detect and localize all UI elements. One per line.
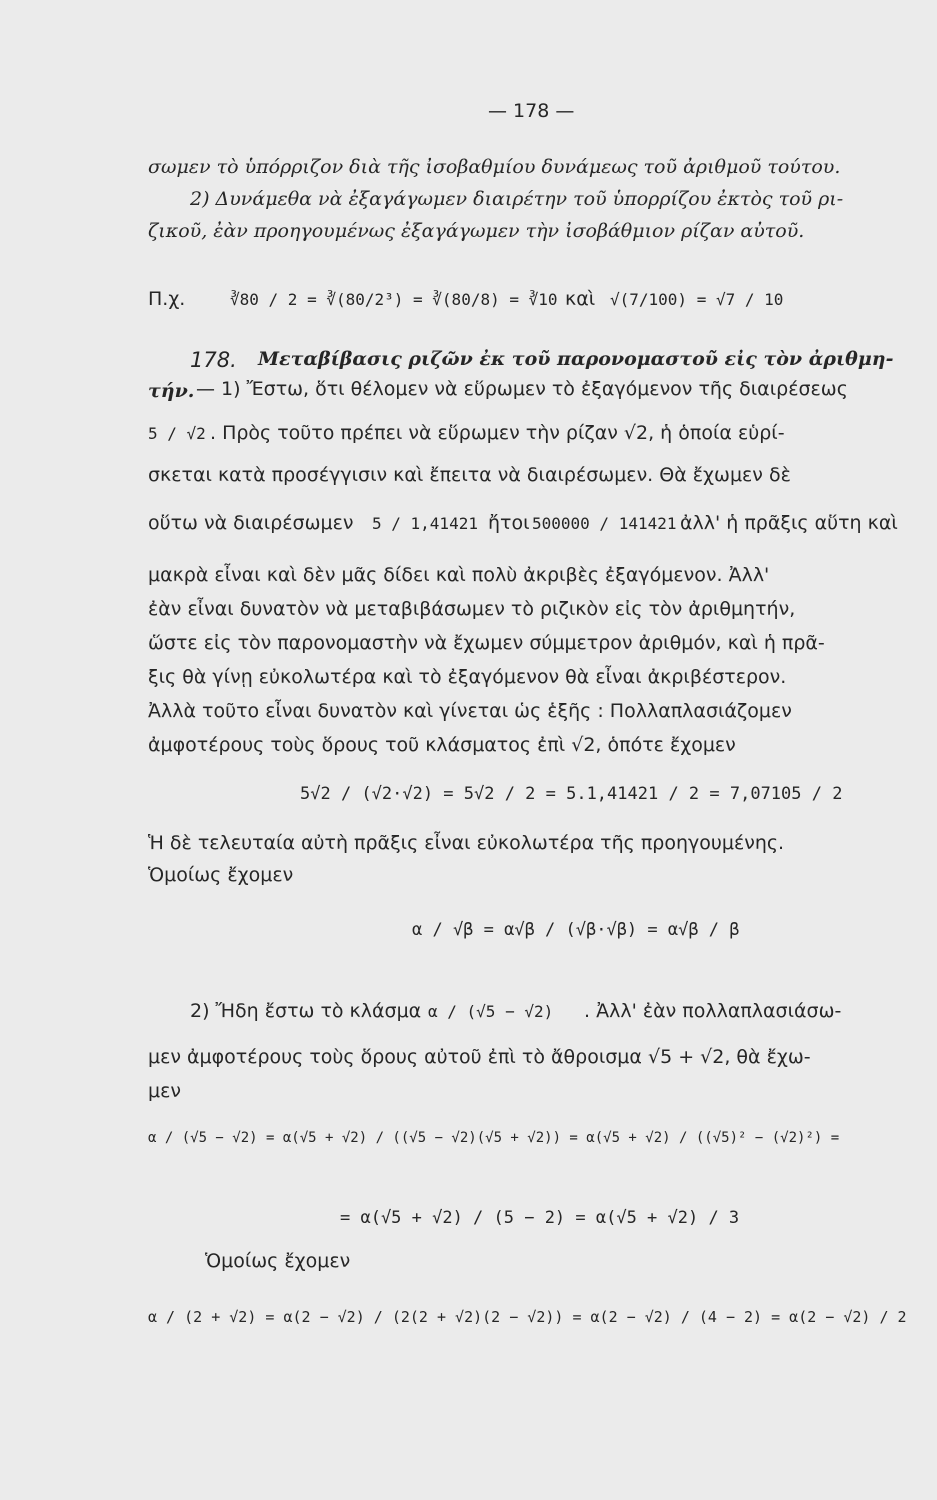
section-line-6: ἐὰν εἶναι δυνατὸν νὰ μεταβιβάσωμεν τὸ ριζικὸν εἰς τὸν ἀριθμητήν, <box>148 598 796 620</box>
fraction-5-over-root2: 5 / √2 <box>148 424 206 443</box>
example-formula: ∛80 / 2 = ∛(80/2³) = ∛(80/8) = ∛10 <box>230 290 558 309</box>
section-line-9: Ἀλλὰ τοῦτο εἶναι δυνατὸν καὶ γίνεται ὡς ἑξῆς : Πολλαπλασιάζομεν <box>148 700 792 722</box>
section-line-4a: οὕτω νὰ διαιρέσωμεν <box>148 512 354 534</box>
section-line-7: ὥστε εἰς τὸν παρονομαστὴν νὰ ἔχωμεν σύμμετρον ἀριθμόν, καὶ ἡ πρᾶ- <box>148 632 825 654</box>
section-title-b: τήν. <box>148 380 195 402</box>
intro-line-3: ζικοῦ, ἐὰν προηγουμένως ἐξαγάγωμεν τὴν ἰσοβάθμιον ρίζαν αὐτοῦ. <box>148 220 805 242</box>
example-label: Π.χ. <box>148 288 186 310</box>
section-title-a: Μεταβίβασις ριζῶν ἐκ τοῦ παρονομαστοῦ εἰς τὸν ἀριθμη- <box>258 348 894 370</box>
part2-fraction: α / (√5 − √2) <box>428 1002 554 1021</box>
equation-4: = α(√5 + √2) / (5 − 2) = α(√5 + √2) / 3 <box>340 1208 740 1228</box>
after-equation-line: Ἡ δὲ τελευταία αὐτὴ πρᾶξις εἶναι εὐκολωτέρα τῆς προηγουμένης. <box>148 832 785 854</box>
similarly-line-1: Ὁμοίως ἔχομεν <box>148 864 294 886</box>
part2-line-3: μεν <box>148 1080 181 1102</box>
section-line-2: . Πρὸς τοῦτο πρέπει νὰ εὕρωμεν τὴν ρίζαν √2, ἡ ὁποία εὑρί- <box>210 422 785 444</box>
example-conjunction: καὶ <box>565 288 596 310</box>
section-line-5: μακρὰ εἶναι καὶ δὲν μᾶς δίδει καὶ πολὺ ἀκριβὲς ἐξαγόμενον. Ἀλλ' <box>148 564 770 586</box>
equation-3: α / (√5 − √2) = α(√5 + √2) / ((√5 − √2)(√5 + √2)) = α(√5 + √2) / ((√5)² − (√2)²) = <box>148 1130 840 1146</box>
section-number: 178. <box>190 348 237 372</box>
equation-1: 5√2 / (√2·√2) = 5√2 / 2 = 5.1,41421 / 2 = 7,07105 / 2 <box>300 784 843 804</box>
intro-line-1: σωμεν τὸ ὑπόρριζον διὰ τῆς ἰσοβαθμίου δυνάμεως τοῦ ἀριθμοῦ τούτου. <box>148 156 841 178</box>
fraction-5-over-141421: 5 / 1,41421 <box>372 514 478 533</box>
section-line-3: σκεται κατὰ προσέγγισιν καὶ ἔπειτα νὰ διαιρέσωμεν. Θὰ ἔχωμεν δὲ <box>148 464 791 486</box>
equation-2: α / √β = α√β / (√β·√β) = α√β / β <box>412 920 740 940</box>
similarly-line-2: Ὁμοίως ἔχομεν <box>205 1250 351 1272</box>
equation-5: α / (2 + √2) = α(2 − √2) / (2(2 + √2)(2 − √2)) = α(2 − √2) / (4 − 2) = α(2 − √2) / 2 <box>148 1308 907 1326</box>
page-number: — 178 — <box>488 100 575 122</box>
section-line-10: ἀμφοτέρους τοὺς ὅρους τοῦ κλάσματος ἐπὶ √2, ὁπότε ἔχομεν <box>148 734 736 756</box>
example-formula-2: √(7/100) = √7 / 10 <box>610 290 784 309</box>
section-line-4c: ἀλλ' ἡ πρᾶξις αὕτη καὶ <box>680 512 898 534</box>
section-line-8: ξις θὰ γίνῃ εὐκολωτέρα καὶ τὸ ἐξαγόμενον θὰ εἶναι ἀκριβέστερον. <box>148 666 787 688</box>
part2-line-2: μεν ἀμφοτέρους τοὺς ὅρους αὐτοῦ ἐπὶ τὸ ἄθροισμα √5 + √2, θὰ ἔχω- <box>148 1046 811 1068</box>
part2-line-1b: . Ἀλλ' ἐὰν πολλαπλασιάσω- <box>584 1000 842 1022</box>
part2-line-1a: 2) Ἤδη ἔστω τὸ κλάσμα <box>190 1000 422 1022</box>
section-line-4b: ἤτοι <box>488 512 530 534</box>
section-line-1: — 1) Ἔστω, ὅτι θέλομεν νὰ εὕρωμεν τὸ ἐξαγόμενον τῆς διαιρέσεως <box>196 378 848 400</box>
fraction-500000-over-141421: 500000 / 141421 <box>532 514 677 533</box>
intro-line-2: 2) Δυνάμεθα νὰ ἐξαγάγωμεν διαιρέτην τοῦ ὑπορρίζου ἐκτὸς τοῦ ρι- <box>190 188 844 210</box>
